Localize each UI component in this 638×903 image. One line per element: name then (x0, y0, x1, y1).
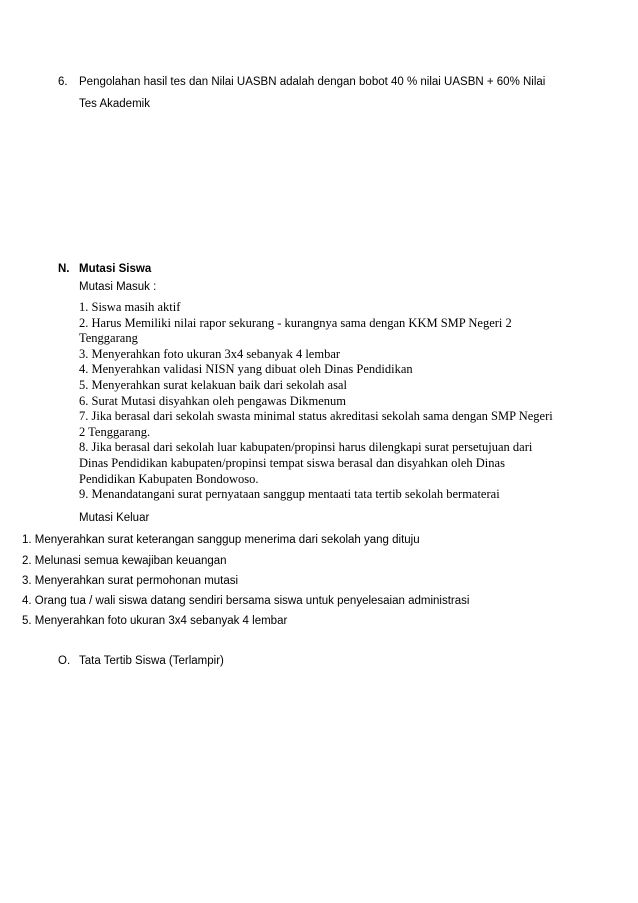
list-item: 8. Jika berasal dari sekolah luar kabupaten/propinsi harus dilengkapi surat persetujuan dari Dinas Pendidikan kabupaten/propinsi tempat siswa berasal dan disyahkan oleh Dinas Pendidikan Kabupaten Bondowoso. (79, 440, 533, 486)
item6-number: 6. (58, 76, 68, 88)
mutasi-keluar-title: Mutasi Keluar (79, 512, 150, 524)
mutasi-masuk-title: Mutasi Masuk : (79, 281, 157, 293)
section-o-title: Tata Tertib Siswa (Terlampir) (79, 655, 224, 667)
list-item: 2. Melunasi semua kewajiban keuangan (22, 555, 227, 567)
list-item: 1. Menyerahkan surat keterangan sanggup menerima dari sekolah yang dituju (22, 534, 420, 546)
list-item: 6. Surat Mutasi disyahkan oleh pengawas Dikmenum (79, 393, 346, 408)
list-item: 4. Orang tua / wali siswa datang sendiri bersama siswa untuk penyelesaian administrasi (22, 595, 470, 607)
list-item: 2. Harus Memiliki nilai rapor sekurang - kurangnya sama dengan KKM SMP Negeri 2 Tenggarang (79, 315, 512, 346)
list-item: 5. Menyerahkan foto ukuran 3x4 sebanyak 4 lembar (22, 615, 288, 627)
list-item: 5. Menyerahkan surat kelakuan baik dari sekolah asal (79, 377, 347, 392)
list-item: 3. Menyerahkan surat permohonan mutasi (22, 575, 239, 587)
item6-continuation: Tes Akademik (79, 98, 150, 110)
mutasi-masuk-list (79, 300, 559, 503)
list-item: 9. Menandatangani surat pernyataan sanggup mentaati tata tertib sekolah bermaterai (79, 487, 500, 502)
list-item: 3. Menyerahkan foto ukuran 3x4 sebanyak 4 lembar (79, 346, 341, 361)
list-item: 7. Jika berasal dari sekolah swasta minimal status akreditasi sekolah sama dengan SMP Negeri 2 Tenggarang. (79, 409, 553, 439)
section-n-letter: N. (58, 263, 70, 275)
list-item: 4. Menyerahkan validasi NISN yang dibuat oleh Dinas Pendidikan (79, 362, 413, 377)
section-n-title: Mutasi Siswa (79, 263, 152, 275)
list-item: 1. Siswa masih aktif (79, 300, 181, 314)
item6-text: Pengolahan hasil tes dan Nilai UASBN adalah dengan bobot 40 % nilai UASBN + 60% Nilai (79, 76, 546, 88)
section-o-letter: O. (58, 655, 71, 667)
